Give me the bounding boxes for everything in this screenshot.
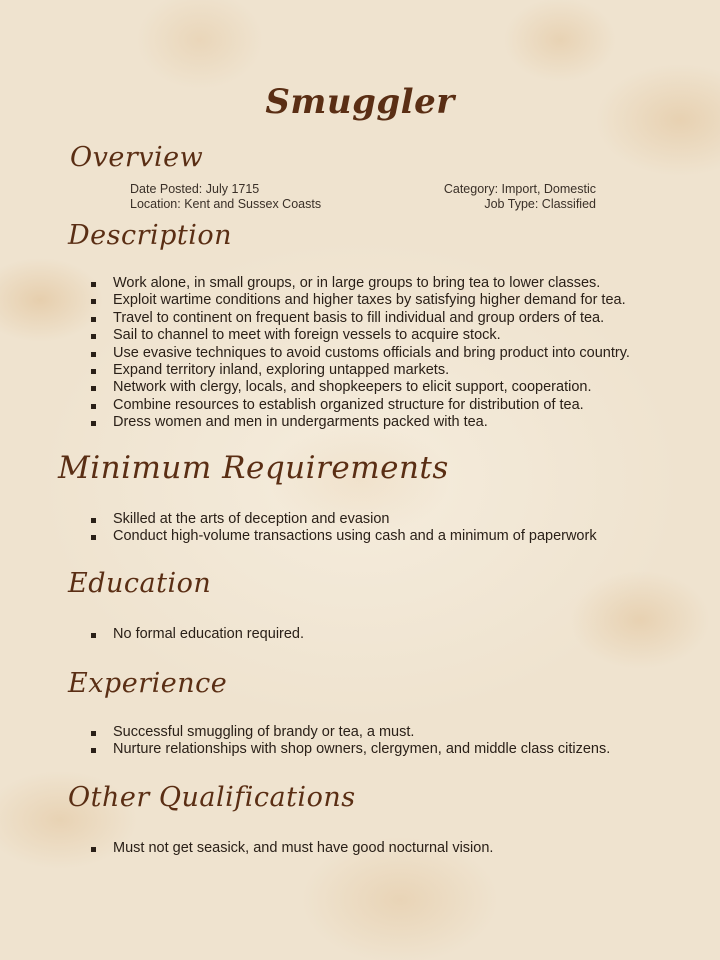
overview-heading: Overview: [70, 142, 204, 173]
list-item: Exploit wartime conditions and higher taxes by satisfying higher demand for tea.: [90, 292, 630, 309]
minimum-requirements-heading: Minimum Requirements: [58, 450, 449, 486]
list-item: Successful smuggling of brandy or tea, a must.: [90, 724, 610, 741]
list-item: Must not get seasick, and must have good nocturnal vision.: [90, 840, 493, 857]
page-title: Smuggler: [265, 82, 455, 122]
experience-list: [90, 724, 610, 759]
list-item: Dress women and men in undergarments packed with tea.: [90, 414, 630, 431]
overview-meta-right: [444, 182, 596, 212]
location: Location: Kent and Sussex Coasts: [130, 197, 322, 211]
education-list: [90, 626, 304, 643]
list-item: Travel to continent on frequent basis to fill individual and group orders of tea.: [90, 310, 630, 327]
list-item: Expand territory inland, exploring untapped markets.: [90, 362, 630, 379]
category: Category: Import, Domestic: [443, 182, 596, 196]
list-item: No formal education required.: [90, 626, 304, 643]
experience-heading: Experience: [68, 668, 228, 699]
education-heading: Education: [68, 568, 212, 599]
list-item: Network with clergy, locals, and shopkeepers to elicit support, cooperation.: [90, 379, 630, 396]
list-item: Use evasive techniques to avoid customs officials and bring product into country.: [90, 345, 630, 362]
description-heading: Description: [68, 220, 233, 251]
other-qualifications-list: [90, 840, 493, 857]
list-item: Nurture relationships with shop owners, clergymen, and middle class citizens.: [90, 741, 610, 758]
overview-meta-left: [130, 182, 321, 212]
list-item: Work alone, in small groups, or in large groups to bring tea to lower classes.: [90, 275, 630, 292]
other-qualifications-heading: Other Qualifications: [68, 782, 356, 813]
list-item: Sail to channel to meet with foreign vessels to acquire stock.: [90, 327, 630, 344]
description-list: [90, 275, 630, 432]
list-item: Skilled at the arts of deception and evasion: [90, 511, 597, 528]
list-item: Conduct high-volume transactions using cash and a minimum of paperwork: [90, 528, 597, 545]
list-item: Combine resources to establish organized structure for distribution of tea.: [90, 397, 630, 414]
job-type: Job Type: Classified: [484, 197, 596, 211]
date-posted: Date Posted: July 1715: [130, 182, 260, 196]
minimum-requirements-list: [90, 511, 597, 546]
